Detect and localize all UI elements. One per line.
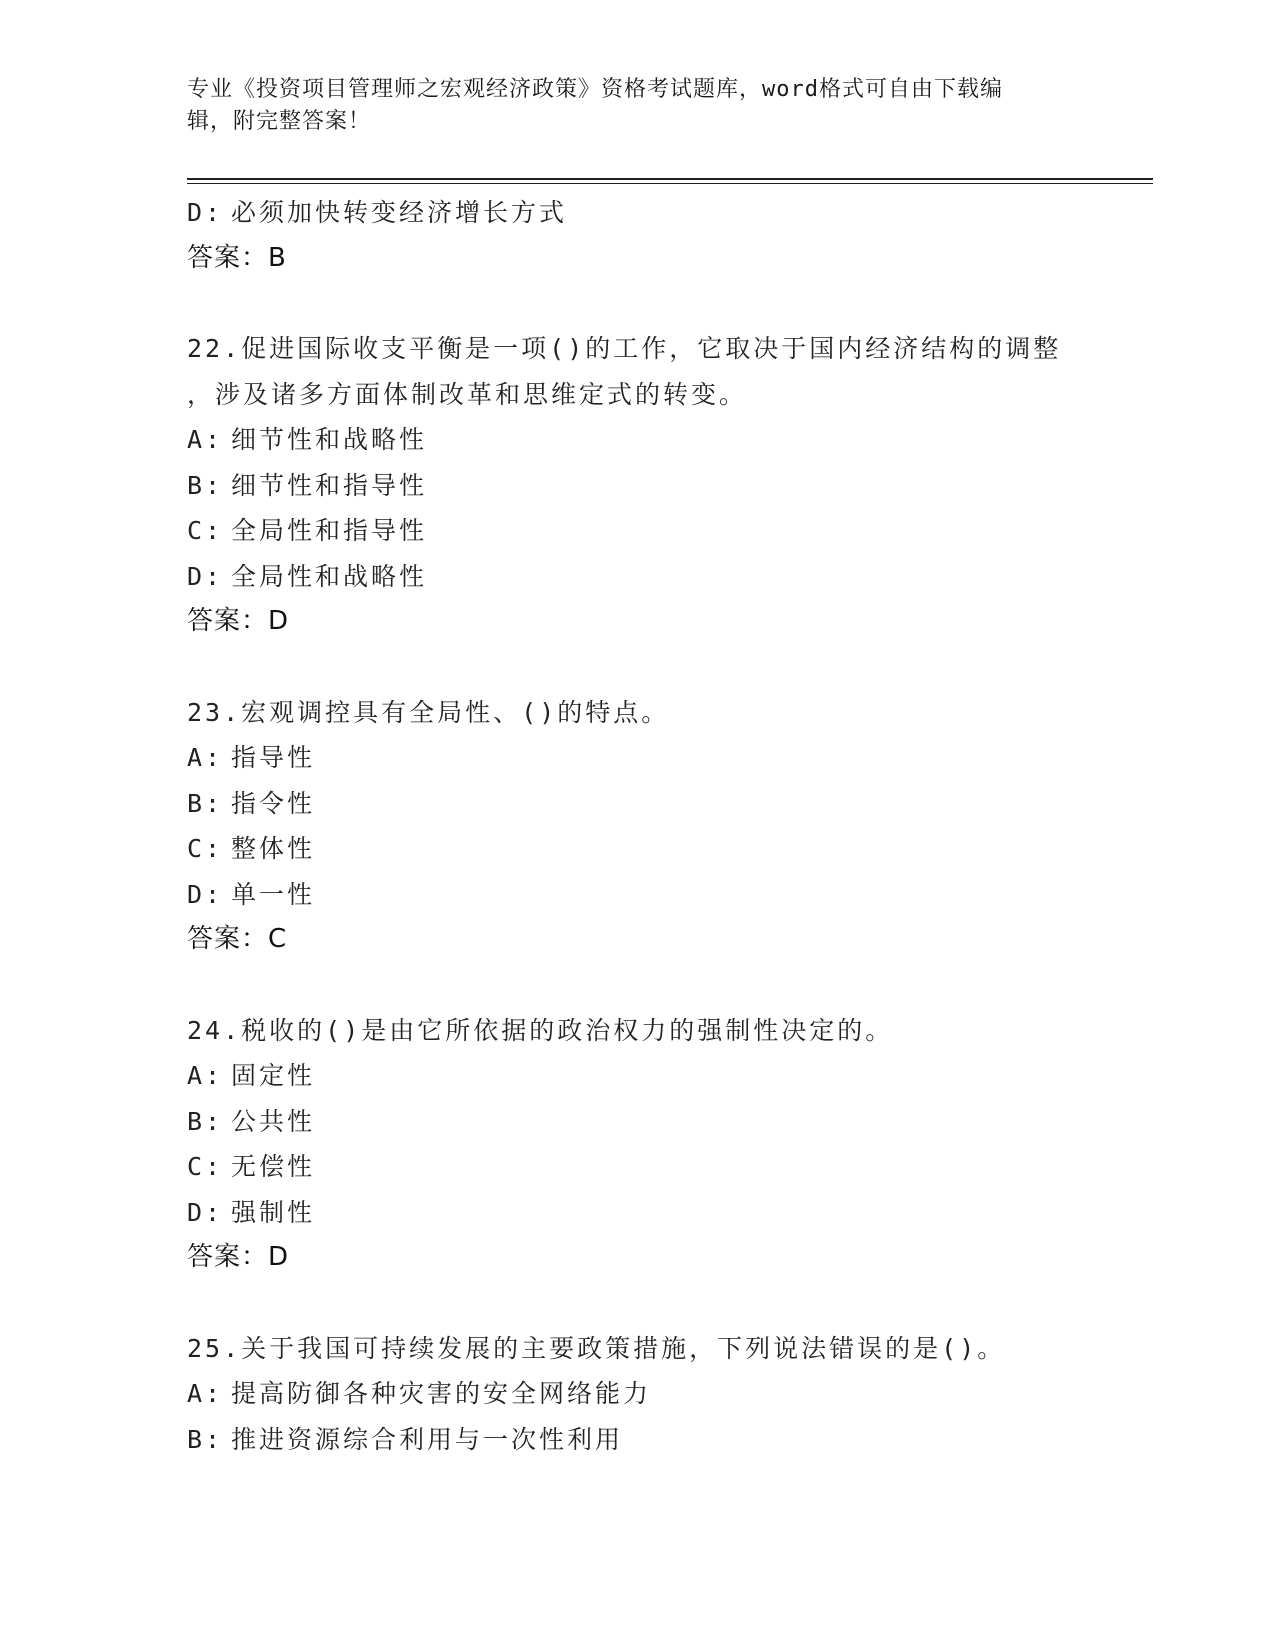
option-text: 公共性 xyxy=(231,1106,316,1136)
option-text: 推进资源综合利用与一次性利用 xyxy=(231,1424,624,1454)
question-list xyxy=(187,190,1087,1462)
option-label: C: xyxy=(187,516,224,545)
option-text: 指导性 xyxy=(231,743,316,772)
question-24 xyxy=(187,1008,1087,1281)
question-24-option-b xyxy=(187,1099,1087,1145)
option-label: A: xyxy=(187,1061,224,1090)
question-24-answer: 答案：D xyxy=(187,1242,290,1272)
question-23-answer: 答案：C xyxy=(187,924,288,954)
option-text: 整体性 xyxy=(231,834,316,863)
option-label: B: xyxy=(187,1424,224,1454)
question-22-answer: 答案：D xyxy=(187,606,290,636)
option-label: A: xyxy=(187,1379,224,1408)
question-22 xyxy=(187,326,1087,645)
question-22-option-b xyxy=(187,463,1087,509)
question-22-stem-line-2: ，涉及诸多方面体制改革和思维定式的转变。 xyxy=(187,379,748,409)
question-23-option-d xyxy=(187,872,1087,918)
prev-option-d xyxy=(187,190,1087,236)
question-23-stem: 23.宏观调控具有全局性、()的特点。 xyxy=(187,697,670,727)
question-24-option-d xyxy=(187,1190,1087,1236)
option-text: 全局性和战略性 xyxy=(231,561,428,591)
prev-answer: 答案：B xyxy=(187,242,287,273)
option-label: C: xyxy=(187,1152,224,1181)
option-text: 细节性和战略性 xyxy=(231,425,428,454)
option-label: D: xyxy=(187,879,224,909)
option-text: 必须加快转变经济增长方式 xyxy=(231,198,568,227)
question-22-option-a xyxy=(187,417,1087,463)
question-24-option-c xyxy=(187,1144,1087,1190)
header-line-2: 辑，附完整答案！ xyxy=(187,109,372,134)
question-23-option-b xyxy=(187,781,1087,827)
option-text: 单一性 xyxy=(231,879,316,909)
question-22-option-d xyxy=(187,554,1087,600)
option-text: 细节性和指导性 xyxy=(231,470,428,500)
question-23-option-c xyxy=(187,826,1087,872)
option-label: B: xyxy=(187,788,224,818)
header-divider-thick xyxy=(187,178,1153,180)
question-25-option-a xyxy=(187,1371,1087,1417)
question-24-option-a xyxy=(187,1053,1087,1099)
option-text: 提高防御各种灾害的安全网络能力 xyxy=(231,1379,652,1408)
option-label: D: xyxy=(187,561,224,591)
header-divider-thin xyxy=(187,183,1153,184)
option-label: A: xyxy=(187,425,224,454)
option-label: B: xyxy=(187,1106,224,1136)
question-22-option-c xyxy=(187,508,1087,554)
question-23 xyxy=(187,690,1087,963)
question-22-stem-line-1: 22.促进国际收支平衡是一项()的工作，它取决于国内经济结构的调整 xyxy=(187,334,1062,363)
question-25 xyxy=(187,1326,1087,1463)
option-label: C: xyxy=(187,834,224,863)
option-text: 全局性和指导性 xyxy=(231,516,428,545)
question-24-stem: 24.税收的()是由它所依据的政治权力的强制性决定的。 xyxy=(187,1015,894,1045)
option-text: 无偿性 xyxy=(231,1152,316,1181)
option-label: B: xyxy=(187,470,224,500)
question-25-option-b xyxy=(187,1417,1087,1463)
option-text: 强制性 xyxy=(231,1197,316,1227)
option-text: 固定性 xyxy=(231,1061,316,1090)
option-label: D: xyxy=(187,198,224,227)
option-label: D: xyxy=(187,1197,224,1227)
option-text: 指令性 xyxy=(231,788,316,818)
question-25-stem: 25.关于我国可持续发展的主要政策措施，下列说法错误的是()。 xyxy=(187,1333,1006,1363)
option-label: A: xyxy=(187,743,224,772)
header-line-1: 专业《投资项目管理师之宏观经济政策》资格考试题库，word格式可自由下载编 xyxy=(187,77,1003,102)
question-23-option-a xyxy=(187,735,1087,781)
page-header xyxy=(187,74,1067,138)
